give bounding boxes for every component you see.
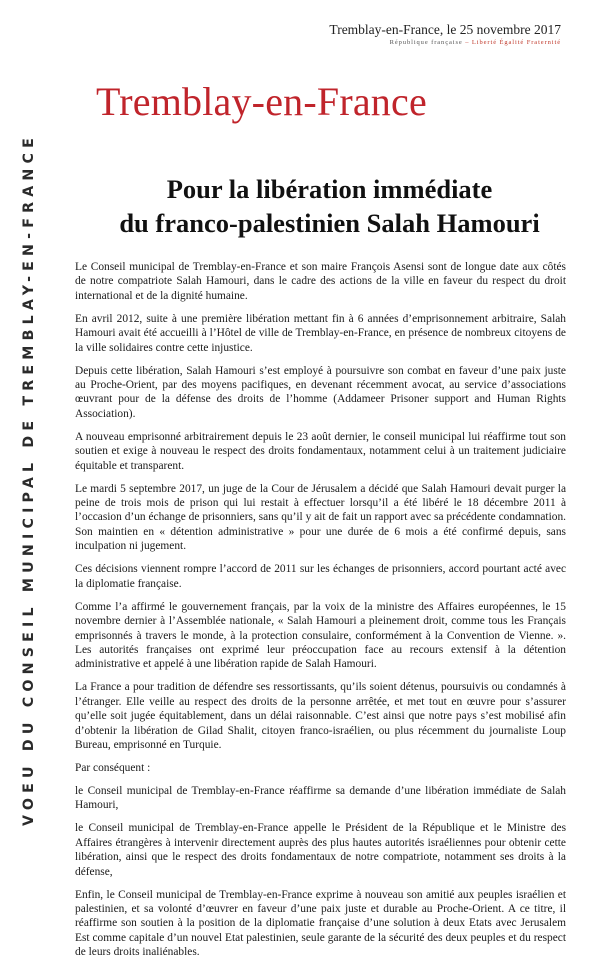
republique-motto: [329, 39, 561, 46]
title-line-2: du franco-palestinien Salah Hamouri: [119, 208, 540, 238]
dateline: Tremblay-en-France, le 25 novembre 2017: [329, 22, 561, 37]
paragraph: En avril 2012, suite à une première libération mettant fin à 6 années d’emprisonnement arbitraire, Salah Hamouri avait été accueilli à l’Hôtel de ville de Tremblay-en-France, en présence de nombreux citoyens de la ville solidaires contre cette injustice.: [75, 312, 566, 354]
header-dateline-block: [329, 22, 561, 46]
paragraph: Comme l’a affirmé le gouvernement français, par la voix de la ministre des Affaires européennes, le 15 novembre dernier à l’Assemblée nationale, « Salah Hamouri a pleinement droit, comme tous les Français emprisonnés à travers le monde, à la protection consulaire, conformément à la Convention de Vienne. ». Les autorités françaises ont exprimé leur préoccupation face au recours extensif à la détention administrative et appelé à une libération rapide de Salah Hamouri.: [75, 600, 566, 671]
document-body: [75, 260, 566, 968]
paragraph: Le mardi 5 septembre 2017, un juge de la Cour de Jérusalem a décidé que Salah Hamouri devait purger la peine de trois mois de prison qui lui restait à effectuer lorsqu’il a été libéré le 18 décembre 2011 à l’occasion d’un échange de prisonniers, sans qu’il y ait de fait un rapport avec sa précédente condamnation. Son maintien en « détention administrative » pour une durée de 6 mois a été confirmé depuis, sans inculpation ni jugement.: [75, 482, 566, 553]
paragraph: Par conséquent :: [75, 761, 151, 774]
paragraph: Le Conseil municipal de Tremblay-en-France et son maire François Asensi sont de longue date aux côtés de notre compatriote Salah Hamouri, dans le cadre des actions de la ville en faveur du respect du droit international et de la dignité humaine.: [75, 261, 566, 302]
title-line-1: Pour la libération immédiate: [166, 174, 493, 204]
republique-devise: Liberté Égalité Fraternité: [471, 39, 561, 46]
document-title: [72, 172, 587, 240]
sidebar-title: VOEU DU CONSEIL MUNICIPAL DE TREMBLAY-EN-FRANCE: [21, 132, 37, 827]
sidebar-banner: [0, 0, 58, 959]
paragraph: Ces décisions viennent rompre l’accord de 2011 sur les échanges de prisonniers, accord pourtant acté avec la diplomatie française.: [75, 563, 566, 590]
paragraph: Depuis cette libération, Salah Hamouri s’est employé à poursuivre son combat en faveur d’une paix juste au Proche-Orient, par des moyens pacifiques, en devenant récemment avocat, au service d’associations œuvrant pour de la défense des droits de l’homme (Addameer Prisoner support and Human Rights Association).: [75, 364, 566, 420]
paragraph: La France a pour tradition de défendre ses ressortissants, qu’ils soient détenus, poursuivis ou condamnés à l’étranger. Elle veille au respect des droits de la personne arrêtée, et met tout en œuvre pour s’assurer qu’elle soit jugée équitablement, dans un délai raisonnable. C’est ainsi que notre pays s’est mobilisé afin d’obtenir la libération de Gilad Shalit, citoyen franco-israélien, ou plus récemment du journaliste Loup Bureau, emprisonné en Turquie.: [75, 681, 566, 751]
paragraph: le Conseil municipal de Tremblay-en-France réaffirme sa demande d’une libération immédiate de Salah Hamouri,: [75, 784, 566, 812]
masthead-city-name: Tremblay-en-France: [96, 79, 427, 124]
paragraph: le Conseil municipal de Tremblay-en-France appelle le Président de la République et le Ministre des Affaires étrangères à intervenir directement auprès des plus hautes autorités israéliennes pour obtenir cette libération, ainsi que le respect des droits fondamentaux de notre compatriote, notamment ses droits à la défense,: [75, 822, 566, 878]
paragraph: Enfin, le Conseil municipal de Tremblay-en-France exprime à nouveau son amitié aux peuples israélien et palestinien, et sa volonté d’œuvrer en faveur d’une paix juste et durable au Proche-Orient. A ce titre, il réaffirme son soutien à la position de la diplomatie française d’une solution à deux Etats avec Jerusalem Est comme capitale d’un nouvel Etat palestinien, seule garante de la sécurité des deux peuples et du respect de leurs droits inaliénables.: [75, 888, 566, 959]
republique-separator: –: [465, 39, 470, 46]
republique-label: République française: [389, 39, 463, 46]
paragraph: A nouveau emprisonné arbitrairement depuis le 23 août dernier, le conseil municipal lui réaffirme tout son soutien et exige à nouveau le respect des droits fondamentaux, notamment celui à un traitement judiciaire équitable et transparent.: [75, 430, 566, 472]
